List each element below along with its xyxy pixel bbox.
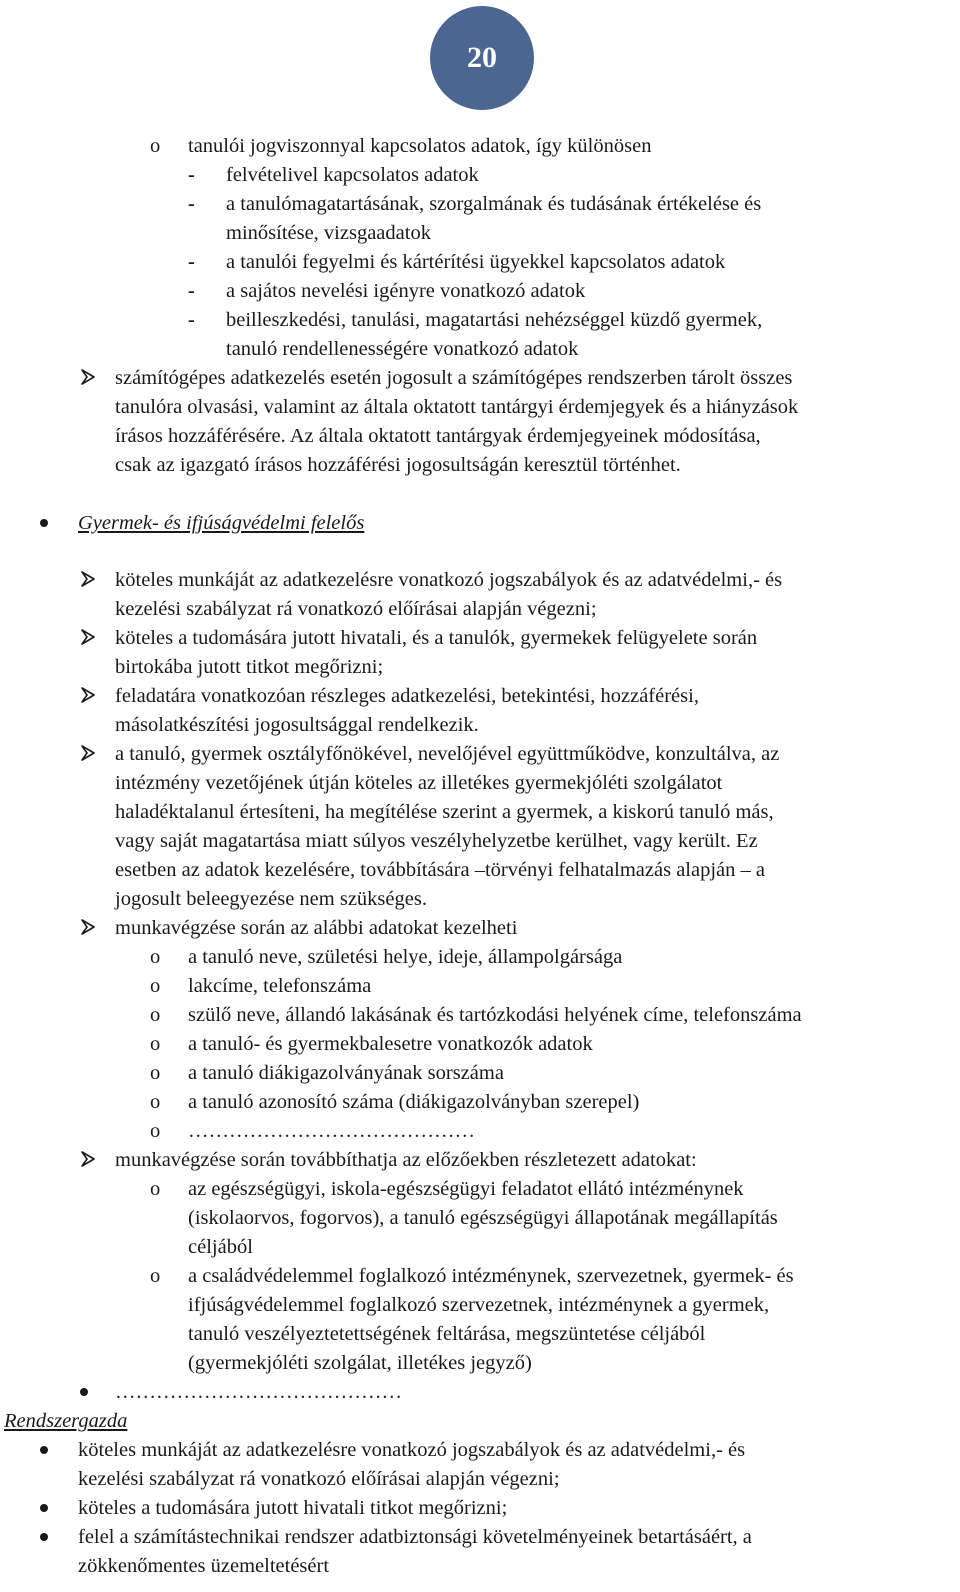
dash-marker: - [188,193,195,215]
arrow-bullet-icon [80,571,96,587]
forward-item-continuation: ifjúságvédelemmel foglalkozó szervezetnek, intézménynek a gyermek, [188,1294,770,1316]
arrow-item: munkavégzése során továbbíthatja az előzőekben részletezett adatokat: [115,1149,697,1171]
sub-bullet-marker: o [150,1091,161,1113]
sub-bullet-marker: o [150,1004,161,1026]
bullet-item: felel a számítástechnikai rendszer adatbiztonsági követelményeinek betartásáért, a [78,1526,752,1548]
arrow-item-continuation: csak az igazgató írásos hozzáférési jogosultságán keresztül történhet. [115,454,681,476]
sub-bullet-marker: o [150,135,161,157]
sub-bullet-marker: o [150,975,161,997]
dash-item: a sajátos nevelési igényre vonatkozó adatok [226,280,586,302]
arrow-item-continuation: írásos hozzáférésére. Az általa oktatott tantárgyak érdemjegyeinek módosítása, [115,425,761,447]
dash-item: beilleszkedési, tanulási, magatartási nehézséggel küzdő gyermek, [226,309,763,331]
arrow-item: munkavégzése során az alábbi adatokat kezelheti [115,917,518,939]
handled-data-item: a tanuló neve, születési helye, ideje, állampolgársága [188,946,623,968]
bullet-dot [40,1504,48,1512]
sub-bullet-marker: o [150,946,161,968]
arrow-bullet-icon [80,1151,96,1167]
handled-data-placeholder: …………………………………… [188,1120,475,1142]
dash-marker: - [188,309,195,331]
dash-marker: - [188,280,195,302]
bullet-dot [80,1388,88,1396]
bullet-dot [40,1446,48,1454]
forward-item: az egészségügyi, iskola-egészségügyi feladatot ellátó intézménynek [188,1178,744,1200]
section-heading-child-protection: Gyermek- és ifjúságvédelmi felelős [78,512,365,534]
forward-item-continuation: céljából [188,1236,253,1258]
sub-bullet-marker: o [150,1265,161,1287]
arrow-bullet-icon [80,369,96,385]
dash-marker: - [188,164,195,186]
forward-item-continuation: tanuló veszélyeztetettségének feltárása, megszüntetése céljából [188,1323,706,1345]
arrow-bullet-icon [80,687,96,703]
arrow-bullet-icon [80,745,96,761]
page-number-badge: 20 [430,6,534,110]
arrow-item-continuation: kezelési szabályzat rá vonatkozó előírásai alapján végezni; [115,598,597,620]
bullet-dot [40,519,48,527]
dash-item: a tanulómagatartásának, szorgalmának és tudásának értékelése és [226,193,762,215]
sub-bullet-marker: o [150,1120,161,1142]
handled-data-item: a tanuló- és gyermekbalesetre vonatkozók adatok [188,1033,593,1055]
bullet-dot [40,1533,48,1541]
section-heading-sysadmin: Rendszergazda [4,1410,128,1432]
handled-data-item: szülő neve, állandó lakásának és tartózkodási helyének címe, telefonszáma [188,1004,802,1026]
arrow-item-continuation: tanulóra olvasási, valamint az általa oktatott tantárgyi érdemjegyek és a hiányzások [115,396,799,418]
bullet-item: köteles munkáját az adatkezelésre vonatkozó jogszabályok és az adatvédelmi,- és [78,1439,746,1461]
bullet-item-continuation: kezelési szabályzat rá vonatkozó előírásai alapján végezni; [78,1468,560,1490]
handled-data-item: a tanuló azonosító száma (diákigazolványban szerepel) [188,1091,640,1113]
arrow-item-continuation: vagy saját magatartása miatt súlyos veszélyhelyzetbe kerülhet, vagy került. Ez [115,830,758,852]
arrow-item-continuation: jogosult beleegyezése nem szükséges. [115,888,427,910]
dash-item-continuation: minősítése, vizsgaadatok [226,222,431,244]
bullet-item-continuation: zökkenőmentes üzemeltetésért [78,1555,330,1577]
forward-item-continuation: (gyermekjóléti szolgálat, illetékes jegyző) [188,1352,532,1374]
arrow-item-continuation: másolatkészítési jogosultsággal rendelkezik. [115,714,479,736]
dash-item-continuation: tanuló rendellenességére vonatkozó adatok [226,338,579,360]
arrow-bullet-icon [80,919,96,935]
sub-bullet-marker: o [150,1178,161,1200]
arrow-item: köteles a tudomására jutott hivatali, és a tanulók, gyermekek felügyelete során [115,627,758,649]
arrow-item: a tanuló, gyermek osztályfőnökével, nevelőjével együttműködve, konzultálva, az [115,743,780,765]
trailing-placeholder: …………………………………… [115,1381,402,1403]
arrow-item-continuation: birtokába jutott titkot megőrizni; [115,656,384,678]
handled-data-item: lakcíme, telefonszáma [188,975,372,997]
sub-bullet-marker: o [150,1062,161,1084]
sub-heading: tanulói jogviszonnyal kapcsolatos adatok, így különösen [188,135,652,157]
arrow-item-continuation: esetben az adatok kezelésére, továbbítására –törvényi felhatalmazás alapján – a [115,859,765,881]
arrow-item: feladatára vonatkozóan részleges adatkezelési, betekintési, hozzáférési, [115,685,699,707]
dash-marker: - [188,251,195,273]
forward-item-continuation: (iskolaorvos, fogorvos), a tanuló egészségügyi állapotának megállapítás [188,1207,778,1229]
bullet-item: köteles a tudomására jutott hivatali titkot megőrizni; [78,1497,508,1519]
arrow-item: számítógépes adatkezelés esetén jogosult a számítógépes rendszerben tárolt összes [115,367,793,389]
arrow-item-continuation: haladéktalanul értesíteni, ha megítélése szerint a gyermek, a kiskorú tanuló más, [115,801,774,823]
sub-bullet-marker: o [150,1033,161,1055]
arrow-item: köteles munkáját az adatkezelésre vonatkozó jogszabályok és az adatvédelmi,- és [115,569,783,591]
arrow-item-continuation: intézmény vezetőjének útján köteles az illetékes gyermekjóléti szolgálatot [115,772,723,794]
handled-data-item: a tanuló diákigazolványának sorszáma [188,1062,504,1084]
forward-item: a családvédelemmel foglalkozó intézménynek, szervezetnek, gyermek- és [188,1265,794,1287]
dash-item: a tanulói fegyelmi és kártérítési ügyekkel kapcsolatos adatok [226,251,726,273]
arrow-bullet-icon [80,629,96,645]
dash-item: felvételivel kapcsolatos adatok [226,164,479,186]
